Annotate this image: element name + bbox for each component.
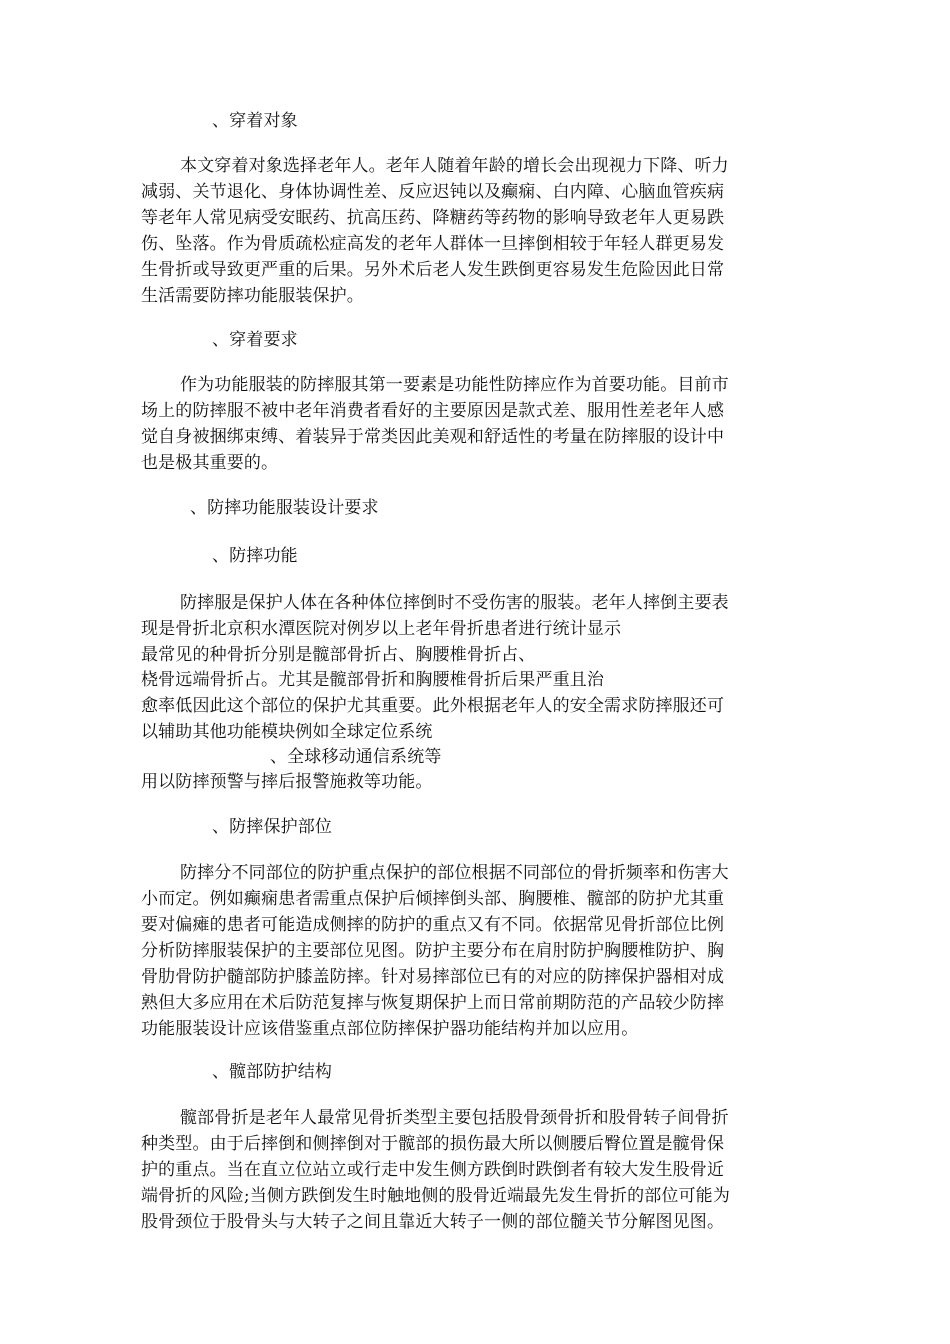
section-heading-design-requirements: 、防摔功能服装设计要求 [190,498,379,518]
paragraph-line: 等老年人常见病受安眠药、抗高压药、降糖药等药物的影响导致老年人更易跌 [141,208,725,228]
paragraph-line: 也是极其重要的。 [141,453,279,473]
paragraph-line: 防摔分不同部位的防护重点保护的部位根据不同部位的骨折频率和伤害大 [180,863,729,883]
paragraph-line: 场上的防摔服不被中老年消费者看好的主要原因是款式差、服用性差老年人感 [141,401,725,421]
paragraph-line: 觉自身被捆绑束缚、着装异于常类因此美观和舒适性的考量在防摔服的设计中 [141,427,725,447]
paragraph-line: 生活需要防摔功能服装保护。 [141,286,364,306]
paragraph-line: 骨肋骨防护髓部防护膝盖防摔。针对易摔部位已有的对应的防摔保护器相对成 [141,967,725,987]
paragraph-line: 髋部骨折是老年人最常见骨折类型主要包括股骨颈骨折和股骨转子间骨折 [180,1108,729,1128]
paragraph-line: 用以防摔预警与摔后报警施救等功能。 [141,772,433,792]
paragraph-line: 减弱、关节退化、身体协调性差、反应迟钝以及癫痫、白内障、心脑血管疾病 [141,182,725,202]
paragraph-line: 作为功能服装的防摔服其第一要素是功能性防摔应作为首要功能。目前市 [180,375,729,395]
paragraph-line: 现是骨折北京积水潭医院对例岁以上老年骨折患者进行统计显示 [141,619,622,639]
paragraph-line: 以辅助其他功能模块例如全球定位系统 [141,722,433,742]
paragraph-line: 防摔服是保护人体在各种体位摔倒时不受伤害的服装。老年人摔倒主要表 [180,593,729,613]
paragraph-line: 桡骨远端骨折占。尤其是髋部骨折和胸腰椎骨折后果严重且治 [141,670,605,690]
paragraph-line: 生骨折或导致更严重的后果。另外术后老人发生跌倒更容易发生危险因此日常 [141,260,725,280]
section-heading-hip-protection: 、髋部防护结构 [212,1062,333,1082]
paragraph-line: 愈率低因此这个部位的保护尤其重要。此外根据老年人的安全需求防摔服还可 [141,696,725,716]
paragraph-line: 伤、坠落。作为骨质疏松症高发的老年人群体一旦摔倒相较于年轻人群更易发 [141,234,725,254]
section-heading-anti-fall-function: 、防摔功能 [212,546,298,566]
paragraph-line: 小而定。例如癫痫患者需重点保护后倾摔倒头部、胸腰椎、髋部的防护尤其重 [141,889,725,909]
paragraph-line: 分析防摔服装保护的主要部位见图。防护主要分布在肩肘防护胸腰椎防护、胸 [141,941,725,961]
paragraph-line: 护的重点。当在直立位站立或行走中发生侧方跌倒时跌倒者有较大发生股骨近 [141,1160,725,1180]
section-heading-protection-parts: 、防摔保护部位 [212,817,333,837]
paragraph-line: 端骨折的风险;当侧方跌倒发生时触地侧的股骨近端最先发生骨折的部位可能为 [141,1186,730,1206]
paragraph-line: 功能服装设计应该借鉴重点部位防摔保护器功能结构并加以应用。 [141,1019,639,1039]
section-heading-requirements: 、穿着要求 [212,330,298,350]
paragraph-line: 种类型。由于后摔倒和侧摔倒对于髋部的损伤最大所以侧腰后臀位置是髋骨保 [141,1134,725,1154]
paragraph-line: 熟但大多应用在术后防范复摔与恢复期保护上而日常前期防范的产品较少防摔 [141,993,725,1013]
paragraph-line: 最常见的种骨折分别是髋部骨折占、胸腰椎骨折占、 [141,645,536,665]
paragraph-line: 本文穿着对象选择老年人。老年人随着年龄的增长会出现视力下降、听力 [180,156,729,176]
paragraph-line: 要对偏瘫的患者可能造成侧摔的防护的重点又有不同。依据常见骨折部位比例 [141,915,725,935]
paragraph-line: 、全球移动通信系统等 [270,747,442,767]
section-heading-wearer: 、穿着对象 [212,111,298,131]
paragraph-line: 股骨颈位于股骨头与大转子之间且靠近大转子一侧的部位髓关节分解图见图。 [141,1212,725,1232]
